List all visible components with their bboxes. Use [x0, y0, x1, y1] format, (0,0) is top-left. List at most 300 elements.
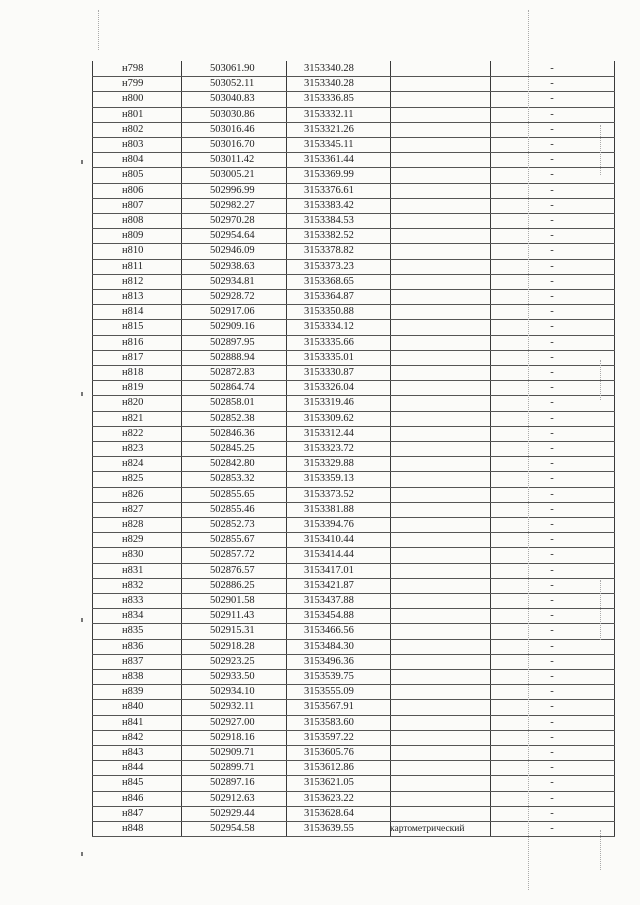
coord-x: 502899.71 — [210, 762, 255, 774]
scan-artifact — [600, 830, 601, 870]
coord-y: 3153417.01 — [304, 564, 354, 576]
point-id: н838 — [122, 671, 144, 682]
point-id: н842 — [122, 731, 144, 743]
table-row — [92, 395, 615, 411]
dash: - — [550, 519, 554, 530]
method — [390, 243, 486, 258]
table-row — [92, 228, 615, 244]
point-id: н836 — [122, 640, 144, 652]
scan-speck — [81, 852, 83, 856]
point-id: н801 — [122, 108, 144, 120]
coord-x: 503052.11 — [210, 78, 255, 90]
table-row — [92, 806, 615, 822]
point-id: н841 — [122, 716, 144, 728]
coord-y: 3153410.44 — [304, 534, 354, 546]
point-id: н837 — [122, 655, 144, 667]
method — [390, 350, 486, 365]
coord-x: 502897.16 — [210, 777, 255, 789]
table-row — [92, 517, 615, 533]
table-row — [92, 547, 615, 563]
table-row — [92, 456, 615, 472]
dash: - — [550, 823, 554, 834]
method — [390, 319, 486, 334]
point-id: н831 — [122, 564, 144, 576]
table-row — [92, 289, 615, 305]
table-row — [92, 137, 615, 153]
table-row — [92, 760, 615, 776]
coord-y: 3153321.26 — [304, 123, 354, 135]
coord-y: 3153466.56 — [304, 625, 354, 637]
table-row — [92, 532, 615, 548]
coord-x: 502970.28 — [210, 215, 255, 226]
dash: - — [550, 625, 554, 637]
dash: - — [550, 686, 554, 698]
coord-y: 3153364.87 — [304, 291, 354, 302]
coord-x: 502842.80 — [210, 458, 255, 470]
coord-x: 502909.71 — [210, 747, 255, 758]
point-id: н833 — [122, 595, 144, 606]
table-row — [92, 578, 615, 594]
point-id: н804 — [122, 154, 144, 166]
coord-y: 3153484.30 — [304, 640, 354, 652]
method — [390, 426, 486, 441]
method — [390, 289, 486, 304]
coord-y: 3153359.13 — [304, 473, 354, 485]
method — [390, 167, 486, 182]
coord-x: 502938.63 — [210, 260, 255, 272]
dash: - — [550, 655, 554, 667]
coord-y: 3153414.44 — [304, 549, 354, 561]
coord-x: 502855.65 — [210, 488, 255, 500]
method — [390, 684, 486, 699]
coord-y: 3153368.65 — [304, 275, 354, 287]
point-id: н846 — [122, 792, 144, 804]
coord-y: 3153332.11 — [304, 108, 354, 120]
method — [390, 183, 486, 198]
point-id: н799 — [122, 78, 144, 90]
coord-x: 502918.16 — [210, 731, 255, 743]
coord-x: 503016.46 — [210, 123, 255, 135]
dash: - — [550, 792, 554, 804]
point-id: н825 — [122, 473, 144, 485]
coord-y: 3153381.88 — [304, 503, 354, 515]
table-row — [92, 350, 615, 366]
method — [390, 730, 486, 745]
coord-y: 3153323.72 — [304, 443, 354, 454]
coord-x: 502886.25 — [210, 579, 255, 591]
table-row — [92, 821, 615, 837]
coord-x: 502946.09 — [210, 245, 255, 257]
coord-x: 502923.25 — [210, 655, 255, 667]
coord-x: 502897.95 — [210, 336, 255, 348]
point-id: н834 — [122, 610, 144, 622]
dash: - — [550, 154, 554, 166]
point-id: н826 — [122, 488, 144, 500]
coord-x: 502934.10 — [210, 686, 255, 698]
point-id: н800 — [122, 93, 144, 105]
method — [390, 639, 486, 654]
coord-y: 3153312.44 — [304, 427, 354, 439]
point-id: н805 — [122, 169, 144, 181]
point-id: н813 — [122, 291, 144, 302]
coord-y: 3153334.12 — [304, 321, 354, 333]
method — [390, 395, 486, 410]
point-id: н810 — [122, 245, 144, 257]
coord-y: 3153340.28 — [304, 63, 354, 74]
coord-x: 502845.25 — [210, 443, 255, 454]
coord-y: 3153369.99 — [304, 169, 354, 181]
dash: - — [550, 351, 554, 363]
method — [390, 502, 486, 517]
coord-y: 3153583.60 — [304, 716, 354, 728]
coord-y: 3153567.91 — [304, 701, 354, 713]
method — [390, 745, 486, 760]
point-id: н845 — [122, 777, 144, 789]
method — [390, 471, 486, 486]
coord-x: 502872.83 — [210, 367, 255, 378]
method — [390, 107, 486, 122]
point-id: н830 — [122, 549, 144, 561]
dash: - — [550, 184, 554, 196]
table-row — [92, 122, 615, 138]
dash: - — [550, 291, 554, 302]
method — [390, 198, 486, 213]
point-id: н832 — [122, 579, 144, 591]
coord-x: 502888.94 — [210, 351, 255, 363]
table-row — [92, 213, 615, 229]
method — [390, 380, 486, 395]
coord-y: 3153378.82 — [304, 245, 354, 257]
coord-x: 502857.72 — [210, 549, 255, 561]
point-id: н822 — [122, 427, 144, 439]
table-row — [92, 471, 615, 487]
coord-y: 3153382.52 — [304, 230, 354, 242]
table-row — [92, 380, 615, 396]
coord-y: 3153394.76 — [304, 519, 354, 530]
table-row — [92, 563, 615, 579]
coord-x: 502855.67 — [210, 534, 255, 546]
table-row — [92, 669, 615, 685]
dash: - — [550, 701, 554, 713]
coord-y: 3153597.22 — [304, 731, 354, 743]
point-id: н847 — [122, 807, 144, 819]
coord-x: 502917.06 — [210, 306, 255, 318]
table-row — [92, 61, 615, 77]
method — [390, 563, 486, 578]
dash: - — [550, 306, 554, 318]
dash: - — [550, 63, 554, 74]
coord-y: 3153639.55 — [304, 823, 354, 834]
table-row — [92, 243, 615, 259]
method — [390, 259, 486, 274]
coord-x: 502954.58 — [210, 823, 255, 834]
coord-y: 3153350.88 — [304, 306, 354, 318]
scan-artifact — [600, 125, 601, 175]
method — [390, 274, 486, 289]
dash: - — [550, 610, 554, 622]
dash: - — [550, 762, 554, 774]
table-row — [92, 198, 615, 214]
coord-x: 502928.72 — [210, 291, 255, 302]
coord-y: 3153605.76 — [304, 747, 354, 758]
point-id: н829 — [122, 534, 144, 546]
point-id: н798 — [122, 63, 144, 74]
coord-y: 3153621.05 — [304, 777, 354, 789]
table-row — [92, 745, 615, 761]
point-id: н823 — [122, 443, 144, 454]
coord-x: 502901.58 — [210, 595, 255, 606]
method — [390, 228, 486, 243]
table-row — [92, 654, 615, 670]
dash: - — [550, 321, 554, 333]
method — [390, 304, 486, 319]
point-id: н821 — [122, 412, 144, 424]
dash: - — [550, 275, 554, 287]
point-id: н818 — [122, 367, 144, 378]
table-row — [92, 593, 615, 609]
coord-y: 3153309.62 — [304, 412, 354, 424]
table-row — [92, 715, 615, 731]
dash: - — [550, 123, 554, 135]
table-row — [92, 441, 615, 457]
table-row — [92, 319, 615, 335]
coord-y: 3153373.23 — [304, 260, 354, 272]
table-row — [92, 699, 615, 715]
point-id: н828 — [122, 519, 144, 530]
method — [390, 456, 486, 471]
table-row — [92, 730, 615, 746]
coord-y: 3153361.44 — [304, 154, 354, 166]
dash: - — [550, 716, 554, 728]
dash: - — [550, 412, 554, 424]
method — [390, 517, 486, 532]
dash: - — [550, 488, 554, 500]
table-row — [92, 684, 615, 700]
method — [390, 623, 486, 638]
point-id: н840 — [122, 701, 144, 713]
method — [390, 806, 486, 821]
coord-x: 503030.86 — [210, 108, 255, 120]
coord-y: 3153437.88 — [304, 595, 354, 606]
coord-x: 502858.01 — [210, 397, 255, 409]
coord-x: 502932.11 — [210, 701, 255, 713]
method — [390, 699, 486, 714]
method — [390, 487, 486, 502]
dash: - — [550, 427, 554, 439]
point-id: н827 — [122, 503, 144, 515]
coord-y: 3153623.22 — [304, 792, 354, 804]
coord-x: 503016.70 — [210, 139, 255, 150]
coord-x: 502954.64 — [210, 230, 255, 242]
dash: - — [550, 78, 554, 90]
table-row — [92, 487, 615, 503]
coord-y: 3153555.09 — [304, 686, 354, 698]
coord-x: 502852.73 — [210, 519, 255, 530]
point-id: н815 — [122, 321, 144, 333]
table-row — [92, 152, 615, 168]
scan-speck — [81, 392, 83, 396]
coord-x: 502915.31 — [210, 625, 255, 637]
table-row — [92, 775, 615, 791]
coord-x: 502929.44 — [210, 807, 255, 819]
dash: - — [550, 549, 554, 561]
dash: - — [550, 640, 554, 652]
dash: - — [550, 534, 554, 546]
coord-y: 3153319.46 — [304, 397, 354, 409]
coord-x: 502853.32 — [210, 473, 255, 485]
coord-y: 3153383.42 — [304, 199, 354, 211]
dash: - — [550, 777, 554, 789]
method — [390, 365, 486, 380]
table-row — [92, 426, 615, 442]
coord-y: 3153421.87 — [304, 579, 354, 591]
point-id: н835 — [122, 625, 144, 637]
dash: - — [550, 199, 554, 211]
point-id: н848 — [122, 823, 144, 834]
point-id: н817 — [122, 351, 144, 363]
coord-y: 3153628.64 — [304, 807, 354, 819]
dash: - — [550, 595, 554, 606]
dash: - — [550, 458, 554, 470]
coord-x: 502912.63 — [210, 792, 255, 804]
table-row — [92, 183, 615, 199]
method — [390, 669, 486, 684]
method — [390, 335, 486, 350]
coord-y: 3153496.36 — [304, 655, 354, 667]
point-id: н816 — [122, 336, 144, 348]
coord-x: 502846.36 — [210, 427, 255, 439]
method — [390, 715, 486, 730]
dash: - — [550, 731, 554, 743]
method — [390, 61, 486, 76]
point-id: н806 — [122, 184, 144, 196]
coord-x: 502876.57 — [210, 564, 255, 576]
method — [390, 213, 486, 228]
scan-speck — [81, 160, 83, 164]
scan-speck — [81, 618, 83, 622]
dash: - — [550, 260, 554, 272]
dash: - — [550, 473, 554, 485]
dash: - — [550, 108, 554, 120]
coord-x: 502909.16 — [210, 321, 255, 333]
coord-y: 3153329.88 — [304, 458, 354, 470]
method — [390, 411, 486, 426]
coord-y: 3153384.53 — [304, 215, 354, 226]
method — [390, 578, 486, 593]
coord-y: 3153345.11 — [304, 139, 354, 150]
coord-x: 503040.83 — [210, 93, 255, 105]
dash: - — [550, 215, 554, 226]
dash: - — [550, 579, 554, 591]
point-id: н809 — [122, 230, 144, 242]
point-id: н811 — [122, 260, 143, 272]
point-id: н839 — [122, 686, 144, 698]
method — [390, 122, 486, 137]
dash: - — [550, 807, 554, 819]
method — [390, 532, 486, 547]
coord-x: 502933.50 — [210, 671, 255, 682]
dash: - — [550, 503, 554, 515]
method — [390, 91, 486, 106]
dash: - — [550, 747, 554, 758]
table-row — [92, 76, 615, 92]
method — [390, 608, 486, 623]
dash: - — [550, 397, 554, 409]
table-row — [92, 608, 615, 624]
coord-x: 502982.27 — [210, 199, 255, 211]
coord-y: 3153335.66 — [304, 336, 354, 348]
table-row — [92, 335, 615, 351]
method — [390, 137, 486, 152]
coord-y: 3153340.28 — [304, 78, 354, 90]
table-row — [92, 91, 615, 107]
point-id: н843 — [122, 747, 144, 758]
coord-y: 3153612.86 — [304, 762, 354, 774]
coord-y: 3153330.87 — [304, 367, 354, 378]
scan-artifact — [98, 10, 99, 50]
table-row — [92, 365, 615, 381]
point-id: н814 — [122, 306, 144, 318]
method — [390, 76, 486, 91]
table-row — [92, 639, 615, 655]
coordinates-table — [92, 61, 615, 837]
coord-x: 502927.00 — [210, 716, 255, 728]
coord-x: 503011.42 — [210, 154, 255, 166]
coord-x: 502918.28 — [210, 640, 255, 652]
coord-y: 3153454.88 — [304, 610, 354, 622]
point-id: н812 — [122, 275, 144, 287]
table-row — [92, 502, 615, 518]
dash: - — [550, 245, 554, 257]
method — [390, 547, 486, 562]
dash: - — [550, 367, 554, 378]
table-row — [92, 274, 615, 290]
scan-artifact — [600, 360, 601, 400]
dash: - — [550, 169, 554, 181]
point-id: н802 — [122, 123, 144, 135]
dash: - — [550, 382, 554, 394]
dash: - — [550, 564, 554, 576]
coord-x: 503061.90 — [210, 63, 255, 74]
coord-x: 503005.21 — [210, 169, 255, 181]
coord-x: 502864.74 — [210, 382, 255, 394]
table-row — [92, 791, 615, 807]
point-id: н803 — [122, 139, 144, 150]
dash: - — [550, 443, 554, 454]
dash: - — [550, 671, 554, 682]
dash: - — [550, 93, 554, 105]
method — [390, 152, 486, 167]
method — [390, 441, 486, 456]
dash: - — [550, 336, 554, 348]
table-row — [92, 259, 615, 275]
table-row — [92, 623, 615, 639]
table-row — [92, 304, 615, 320]
coord-x: 502911.43 — [210, 610, 255, 622]
coord-x: 502934.81 — [210, 275, 255, 287]
point-id: н807 — [122, 199, 144, 211]
coord-x: 502996.99 — [210, 184, 255, 196]
table-row — [92, 167, 615, 183]
coord-y: 3153539.75 — [304, 671, 354, 682]
scan-artifact — [600, 580, 601, 640]
coord-y: 3153376.61 — [304, 184, 354, 196]
dash: - — [550, 230, 554, 242]
method — [390, 791, 486, 806]
point-id: н819 — [122, 382, 144, 394]
table-row — [92, 107, 615, 123]
method — [390, 760, 486, 775]
